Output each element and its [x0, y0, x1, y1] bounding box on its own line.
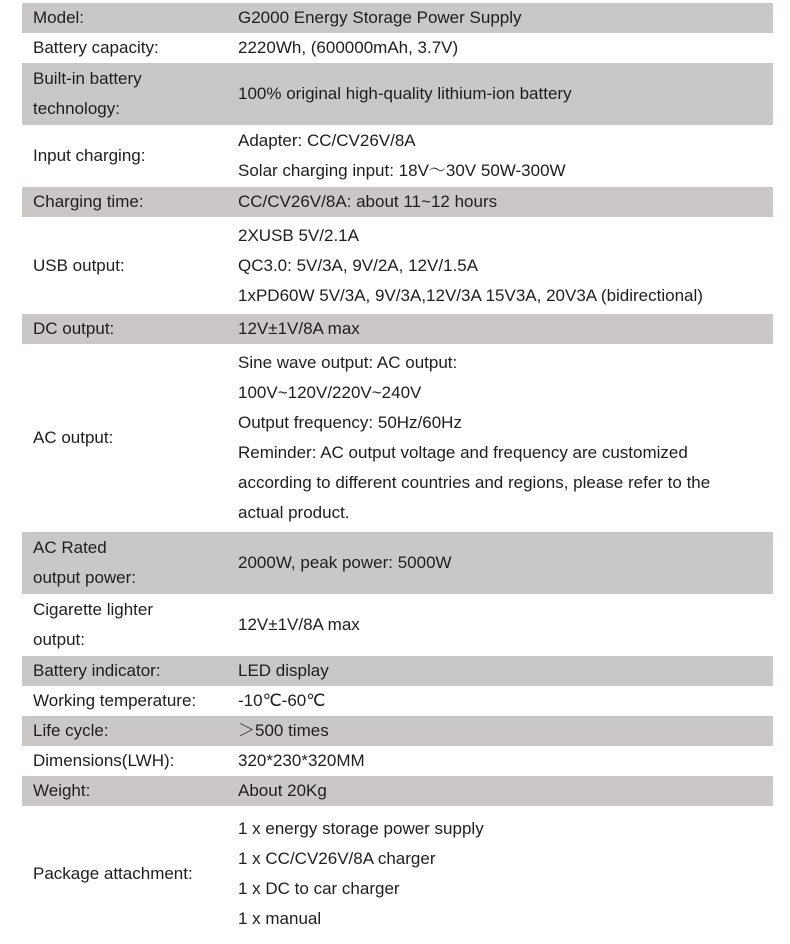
spec-label-line: Charging time:: [33, 192, 144, 211]
spec-label-line: Model:: [33, 8, 85, 27]
spec-value-line: 1 x CC/CV26V/8A charger: [238, 849, 436, 868]
spec-label-line: Input charging:: [33, 146, 146, 165]
spec-row: [22, 314, 773, 344]
spec-value: [238, 594, 773, 656]
spec-label-line: Battery capacity:: [33, 38, 159, 57]
spec-value-line: Sine wave output: AC output:: [238, 353, 458, 372]
spec-value: [238, 125, 773, 187]
spec-row: [22, 532, 773, 594]
spec-value-line: Reminder: AC output voltage and frequency are customized: [238, 443, 688, 462]
spec-value: [238, 33, 773, 63]
spec-value-line: 100V~120V/220V~240V: [238, 383, 422, 402]
spec-value-line: Adapter: CC/CV26V/8A: [238, 131, 416, 150]
spec-row: [22, 344, 773, 532]
spec-label: [22, 187, 238, 217]
spec-label-line: AC Rated: [33, 538, 107, 557]
spec-value: [238, 532, 773, 594]
spec-value-line: 1xPD60W 5V/3A, 9V/3A,12V/3A 15V3A, 20V3A (bidirectional): [238, 285, 703, 305]
spec-value-line: Solar charging input: 18V～30V 50W-300W: [238, 161, 566, 180]
spec-row: [22, 686, 773, 716]
spec-label: [22, 746, 238, 776]
spec-value: [238, 656, 773, 686]
spec-value-line: -10℃-60℃: [238, 691, 326, 710]
spec-label: [22, 806, 238, 942]
spec-label: [22, 217, 238, 314]
spec-value-line: CC/CV26V/8A: about 11~12 hours: [238, 192, 498, 211]
spec-label: [22, 344, 238, 532]
spec-label-line: technology:: [33, 99, 120, 118]
spec-label: [22, 314, 238, 344]
spec-table: [22, 3, 773, 942]
spec-label-line: Life cycle:: [33, 721, 109, 740]
spec-label-line: output power:: [33, 568, 137, 587]
spec-label: [22, 33, 238, 63]
spec-value-line: QC3.0: 5V/3A, 9V/2A, 12V/1.5A: [238, 255, 479, 275]
spec-value: [238, 776, 773, 806]
spec-label-line: Working temperature:: [33, 691, 197, 710]
spec-value: [238, 716, 773, 746]
spec-label-line: Dimensions(LWH):: [33, 751, 175, 770]
spec-value-line: G2000 Energy Storage Power Supply: [238, 8, 522, 27]
spec-row: [22, 656, 773, 686]
spec-label-line: Battery indicator:: [33, 661, 161, 680]
spec-label: [22, 125, 238, 187]
spec-value-line: according to different countries and regions, please refer to the: [238, 473, 711, 492]
spec-value-line: 2220Wh, (600000mAh, 3.7V): [238, 38, 459, 57]
spec-row: [22, 746, 773, 776]
spec-value-line: 1 x DC to car charger: [238, 879, 400, 898]
spec-row: [22, 776, 773, 806]
spec-label: [22, 594, 238, 656]
spec-row: [22, 125, 773, 187]
spec-row: [22, 594, 773, 656]
spec-value-line: ＞500 times: [238, 721, 329, 740]
spec-row: [22, 63, 773, 125]
spec-row: [22, 716, 773, 746]
spec-label-line: Built-in battery: [33, 69, 142, 88]
spec-row: [22, 217, 773, 314]
spec-label-line: output:: [33, 630, 85, 649]
spec-row: [22, 33, 773, 63]
spec-row: [22, 187, 773, 217]
spec-value: [238, 746, 773, 776]
spec-value-line: 12V±1V/8A max: [238, 615, 360, 634]
spec-value: [238, 3, 773, 33]
spec-label-line: Cigarette lighter: [33, 600, 154, 619]
spec-label-line: Package attachment:: [33, 864, 193, 883]
spec-label-line: USB output:: [33, 255, 125, 275]
spec-value: [238, 217, 773, 314]
spec-label: [22, 656, 238, 686]
spec-label: [22, 716, 238, 746]
spec-value-line: 1 x manual: [238, 909, 322, 928]
spec-label-line: AC output:: [33, 428, 114, 447]
spec-value: [238, 806, 773, 942]
spec-value-line: Output frequency: 50Hz/60Hz: [238, 413, 462, 432]
spec-label: [22, 686, 238, 716]
spec-value-line: 2XUSB 5V/2.1A: [238, 225, 359, 245]
spec-value-line: actual product.: [238, 503, 350, 522]
spec-label: [22, 3, 238, 33]
spec-value-line: 12V±1V/8A max: [238, 319, 360, 338]
spec-label: [22, 63, 238, 125]
spec-value: [238, 686, 773, 716]
spec-value: [238, 63, 773, 125]
spec-value-line: 100% original high-quality lithium-ion battery: [238, 84, 572, 103]
spec-value: [238, 344, 773, 532]
spec-value-line: About 20Kg: [238, 781, 327, 800]
spec-value-line: 320*230*320MM: [238, 751, 365, 770]
spec-value: [238, 187, 773, 217]
spec-row: [22, 806, 773, 942]
spec-value: [238, 314, 773, 344]
spec-value-line: LED display: [238, 661, 329, 680]
spec-label-line: DC output:: [33, 319, 115, 338]
spec-value-line: 1 x energy storage power supply: [238, 819, 484, 838]
spec-label-line: Weight:: [33, 781, 91, 800]
spec-row: [22, 3, 773, 33]
spec-label: [22, 532, 238, 594]
spec-value-line: 2000W, peak power: 5000W: [238, 553, 452, 572]
spec-label: [22, 776, 238, 806]
